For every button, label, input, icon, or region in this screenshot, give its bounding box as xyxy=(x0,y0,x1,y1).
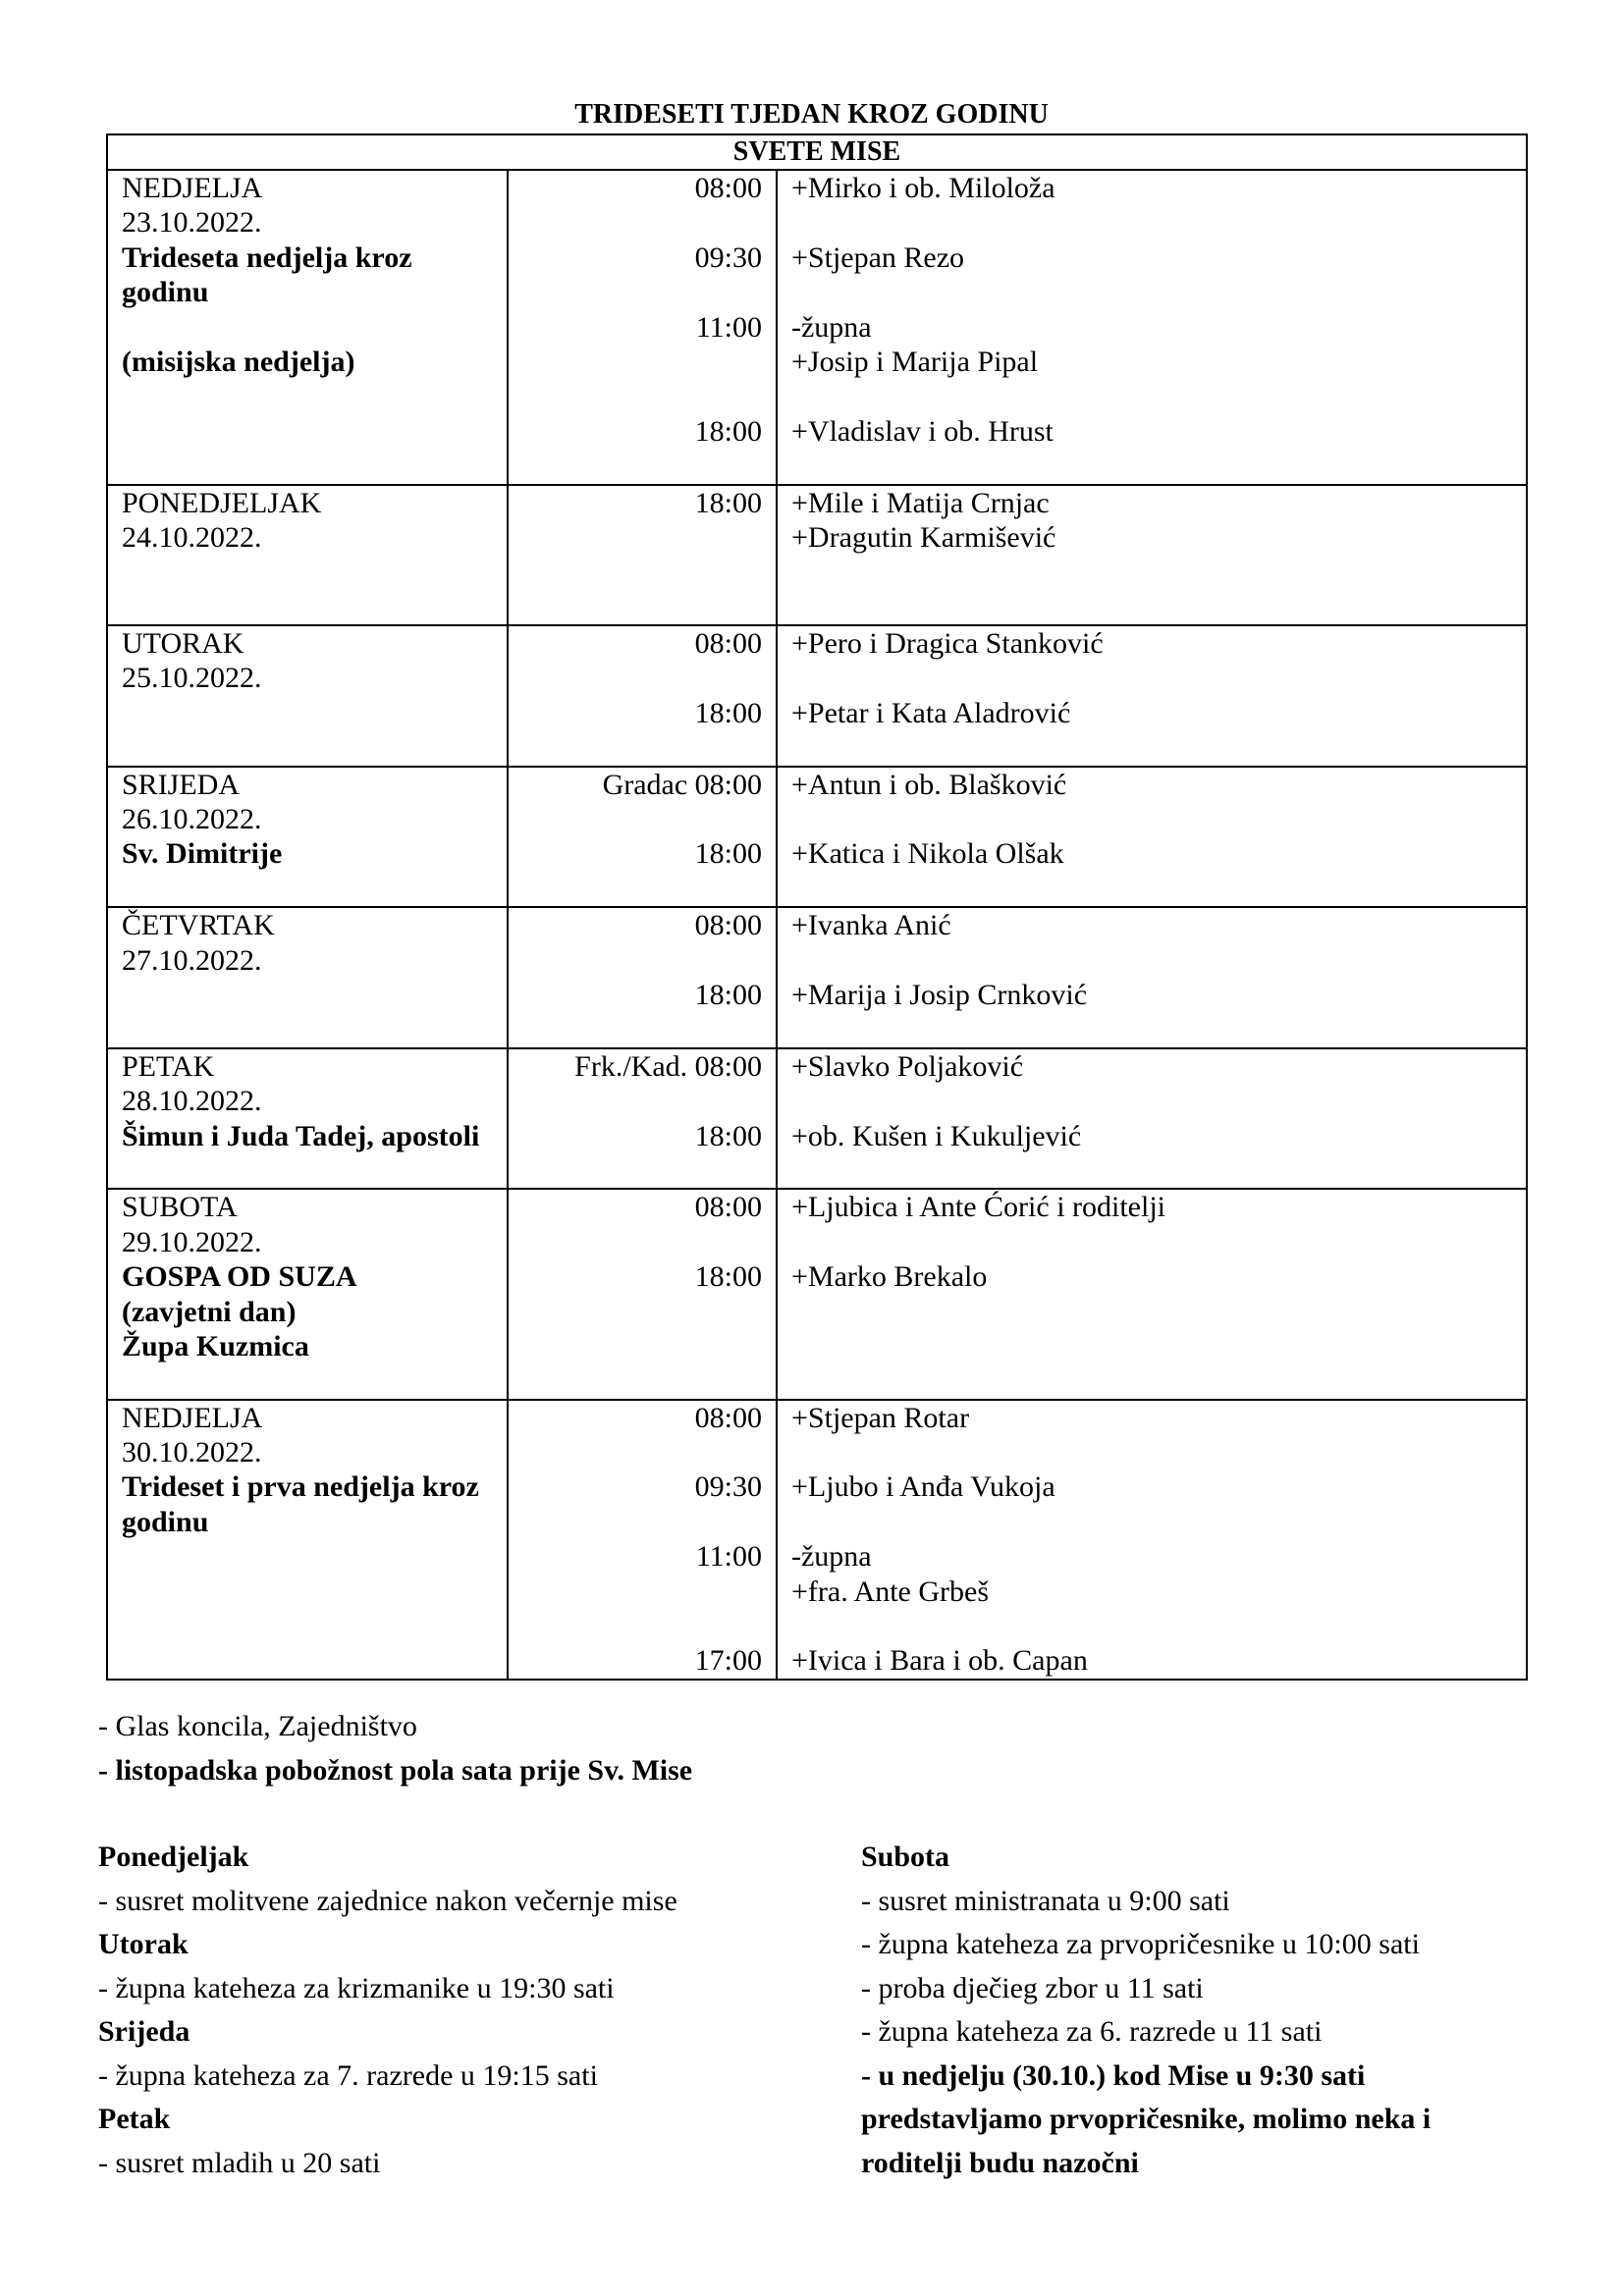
mass-intention xyxy=(778,275,1526,309)
mass-time: 17:00 xyxy=(694,1644,762,1678)
mass-intention: +Ivica i Bara i ob. Capan xyxy=(791,1644,1088,1678)
intention-cell xyxy=(777,1189,1527,1399)
day-feast xyxy=(108,1539,507,1574)
time-cell xyxy=(508,1048,777,1190)
mass-time: 11:00 xyxy=(695,1540,762,1574)
mass-intention: +fra. Ante Grbeš xyxy=(791,1575,990,1608)
mass-intention: +Katica i Nikola Olšak xyxy=(791,837,1064,871)
day-feast: Župa Kuzmica xyxy=(122,1329,309,1362)
mass-time xyxy=(509,872,776,906)
mass-time xyxy=(509,1084,776,1118)
mass-time xyxy=(509,1225,776,1259)
mass-intention xyxy=(778,730,1526,765)
day-cell xyxy=(107,1048,508,1190)
mass-intention: +Stjepan Rotar xyxy=(791,1401,970,1434)
activity-item: - susret mladih u 20 sati xyxy=(98,2146,381,2179)
day-feast: (misijska nedjelja) xyxy=(122,345,355,378)
activity-item: - župna kateheza za krizmanike u 19:30 sati xyxy=(98,1971,615,2004)
mass-time xyxy=(509,379,776,413)
mass-intention: +Vladislav i ob. Hrust xyxy=(791,414,1054,448)
notes-section xyxy=(98,1705,692,1792)
day-cell xyxy=(107,625,508,767)
mass-intention xyxy=(778,943,1526,978)
day-feast xyxy=(108,414,507,449)
day-date: 25.10.2022. xyxy=(122,662,262,695)
mass-intention: +Stjepan Rezo xyxy=(791,240,965,274)
day-cell xyxy=(107,485,508,626)
activity-item: - župna kateheza za 7. razrede u 19:15 sati xyxy=(98,2058,598,2092)
mass-intention: -župna xyxy=(791,310,872,344)
intention-cell xyxy=(777,625,1527,767)
time-cell xyxy=(508,625,777,767)
mass-time: 08:00 xyxy=(694,627,762,661)
day-feast: Trideset i prva nedjelja kroz xyxy=(122,1470,479,1504)
mass-intention xyxy=(778,449,1526,483)
mass-intention xyxy=(778,1609,1526,1643)
day-date: 26.10.2022. xyxy=(122,803,262,836)
mass-intention: +Ljubica i Ante Ćorić i roditelji xyxy=(791,1191,1166,1224)
weekday-heading: Utorak xyxy=(98,1928,189,1960)
mass-time: Frk./Kad. 08:00 xyxy=(574,1049,762,1083)
table-row xyxy=(107,907,1527,1048)
day-feast xyxy=(108,310,507,345)
day-feast xyxy=(108,379,507,413)
day-feast: (zavjetni dan) xyxy=(122,1295,297,1328)
table-row xyxy=(107,1189,1527,1399)
day-feast: Sv. Dimitrije xyxy=(122,837,283,871)
activity-item: - susret ministranata u 9:00 sati xyxy=(861,1884,1230,1917)
mass-intention: +Mirko i ob. Miloloža xyxy=(791,172,1055,204)
day-date: 30.10.2022. xyxy=(122,1436,262,1469)
activity-item: - u nedjelju (30.10.) kod Mise u 9:30 sati xyxy=(861,2058,1366,2092)
mass-time xyxy=(509,1363,776,1398)
mass-intention: +Mile i Matija Crnjac xyxy=(791,486,1050,519)
mass-time xyxy=(509,1012,776,1046)
mass-intention xyxy=(778,661,1526,695)
mass-time: 18:00 xyxy=(694,1119,762,1152)
weekly-activities-left xyxy=(98,1836,677,2185)
mass-time xyxy=(509,590,776,624)
mass-intention: +Slavko Poljaković xyxy=(791,1049,1024,1083)
table-row xyxy=(107,1048,1527,1190)
mass-intention xyxy=(778,1012,1526,1046)
table-row xyxy=(107,170,1527,485)
mass-time xyxy=(509,520,776,555)
day-feast xyxy=(108,872,507,906)
day-date: 23.10.2022. xyxy=(122,206,262,240)
day-name: PONEDJELJAK xyxy=(122,486,322,519)
mass-intention xyxy=(778,1363,1526,1398)
mass-intention: +Marko Brekalo xyxy=(791,1260,988,1294)
mass-time: 08:00 xyxy=(694,909,762,942)
mass-intention: +Petar i Kata Aladrović xyxy=(791,696,1071,729)
mass-time xyxy=(509,1295,776,1329)
mass-time: 18:00 xyxy=(694,414,762,448)
mass-intention: +Antun i ob. Blašković xyxy=(791,768,1067,801)
table-row xyxy=(107,625,1527,767)
weekly-activities-right xyxy=(861,1836,1431,2185)
day-feast xyxy=(108,1012,507,1046)
day-cell xyxy=(107,170,508,485)
time-cell xyxy=(508,1400,777,1680)
intention-cell xyxy=(777,170,1527,485)
day-feast: godinu xyxy=(122,1505,209,1538)
day-date: 28.10.2022. xyxy=(122,1085,262,1118)
day-date: 27.10.2022. xyxy=(122,943,262,977)
mass-time: 08:00 xyxy=(694,1191,762,1224)
time-cell xyxy=(508,907,777,1048)
day-feast xyxy=(108,449,507,483)
page-title: TRIDESETI TJEDAN KROZ GODINU xyxy=(574,99,1049,130)
mass-intention xyxy=(778,1295,1526,1329)
time-cell xyxy=(508,1189,777,1399)
day-feast xyxy=(108,696,507,730)
mass-time xyxy=(509,449,776,483)
activity-item: - proba dječieg zbor u 11 sati xyxy=(861,1971,1204,2004)
mass-intention xyxy=(778,1153,1526,1188)
table-header: SVETE MISE xyxy=(107,134,1527,170)
mass-time xyxy=(509,205,776,240)
mass-intention xyxy=(778,1329,1526,1363)
intention-cell xyxy=(777,485,1527,626)
mass-time xyxy=(509,1575,776,1609)
mass-intention xyxy=(778,872,1526,906)
mass-time: 08:00 xyxy=(694,1401,762,1434)
mass-time xyxy=(509,1505,776,1539)
day-feast xyxy=(108,1363,507,1398)
day-name: NEDJELJA xyxy=(122,172,263,204)
mass-intention xyxy=(778,590,1526,624)
mass-intention: +Dragutin Karmišević xyxy=(791,520,1056,554)
mass-intention: +ob. Kušen i Kukuljević xyxy=(791,1119,1082,1152)
activity-item: - župna kateheza za 6. razrede u 11 sati xyxy=(861,2015,1323,2048)
day-feast xyxy=(108,730,507,765)
day-feast: godinu xyxy=(122,276,209,309)
time-cell xyxy=(508,767,777,908)
mass-time xyxy=(509,345,776,379)
intention-cell xyxy=(777,1400,1527,1680)
day-name: SUBOTA xyxy=(122,1191,238,1224)
activity-item: roditelji budu nazočni xyxy=(861,2146,1139,2179)
mass-intention: -župna xyxy=(791,1540,872,1574)
table-row xyxy=(107,767,1527,908)
mass-time xyxy=(509,275,776,309)
mass-time xyxy=(509,1435,776,1469)
intention-cell xyxy=(777,1048,1527,1190)
mass-time xyxy=(509,1153,776,1188)
day-feast xyxy=(108,1575,507,1609)
day-feast: GOSPA OD SUZA xyxy=(122,1260,357,1294)
time-cell xyxy=(508,485,777,626)
mass-time xyxy=(509,943,776,978)
day-feast: Trideseta nedjelja kroz xyxy=(122,240,412,274)
mass-intention xyxy=(778,205,1526,240)
weekday-heading: Srijeda xyxy=(98,2015,190,2048)
mass-time xyxy=(509,555,776,589)
day-feast xyxy=(108,1643,507,1678)
mass-intention xyxy=(778,1225,1526,1259)
mass-time xyxy=(509,1329,776,1363)
weekday-heading: Ponedjeljak xyxy=(98,1841,249,1873)
activity-item: - susret molitvene zajednice nakon večernje mise xyxy=(98,1884,677,1917)
mass-time: 11:00 xyxy=(695,310,762,344)
intention-cell xyxy=(777,907,1527,1048)
mass-intention xyxy=(778,1084,1526,1118)
day-name: ČETVRTAK xyxy=(122,909,275,942)
day-cell xyxy=(107,1189,508,1399)
day-name: PETAK xyxy=(122,1049,215,1083)
mass-intention xyxy=(778,1505,1526,1539)
mass-time: 18:00 xyxy=(694,978,762,1011)
mass-time: 18:00 xyxy=(694,837,762,871)
mass-time xyxy=(509,802,776,836)
mass-time xyxy=(509,1609,776,1643)
mass-intention: +Pero i Dragica Stanković xyxy=(791,627,1104,661)
mass-time: 18:00 xyxy=(694,696,762,729)
day-feast xyxy=(108,978,507,1012)
mass-time: 09:30 xyxy=(694,1470,762,1504)
mass-time: 08:00 xyxy=(694,172,762,204)
time-cell xyxy=(508,170,777,485)
mass-time: 09:30 xyxy=(694,240,762,274)
day-cell xyxy=(107,1400,508,1680)
weekday-heading: Subota xyxy=(861,1841,950,1873)
mass-intention: +Josip i Marija Pipal xyxy=(791,345,1039,378)
mass-intention xyxy=(778,379,1526,413)
mass-time: Gradac 08:00 xyxy=(602,768,762,801)
note-item: - listopadska pobožnost pola sata prije Sv. Mise xyxy=(98,1753,693,1787)
day-cell xyxy=(107,767,508,908)
mass-intention: +Ljubo i Anđa Vukoja xyxy=(791,1470,1055,1504)
note-item: - Glas koncila, Zajedništvo xyxy=(98,1710,417,1742)
activity-item: - župna kateheza za prvopričesnike u 10:00 sati xyxy=(861,1928,1420,1960)
mass-time: 18:00 xyxy=(694,1260,762,1294)
day-feast xyxy=(108,590,507,624)
weekday-heading: predstavljamo prvopričesnike, molimo neka i xyxy=(861,2103,1432,2135)
mass-intention xyxy=(778,1435,1526,1469)
mass-intention: +Marija i Josip Crnković xyxy=(791,978,1088,1011)
day-date: 24.10.2022. xyxy=(122,520,262,554)
weekday-heading: Petak xyxy=(98,2103,171,2135)
table-row xyxy=(107,485,1527,626)
mass-intention xyxy=(778,555,1526,589)
day-name: NEDJELJA xyxy=(122,1401,263,1434)
day-date: 29.10.2022. xyxy=(122,1225,262,1258)
day-feast xyxy=(108,555,507,589)
mass-schedule-table xyxy=(106,133,1528,1681)
day-feast xyxy=(108,1609,507,1643)
mass-intention xyxy=(778,802,1526,836)
mass-time xyxy=(509,661,776,695)
day-name: UTORAK xyxy=(122,627,244,661)
day-feast xyxy=(108,1153,507,1188)
mass-intention: +Ivanka Anić xyxy=(791,909,951,942)
day-feast: Šimun i Juda Tadej, apostoli xyxy=(122,1119,480,1152)
mass-time xyxy=(509,730,776,765)
day-cell xyxy=(107,907,508,1048)
intention-cell xyxy=(777,767,1527,908)
day-name: SRIJEDA xyxy=(122,768,241,801)
table-header-row xyxy=(107,134,1527,170)
table-row xyxy=(107,1400,1527,1680)
mass-time: 18:00 xyxy=(694,486,762,519)
